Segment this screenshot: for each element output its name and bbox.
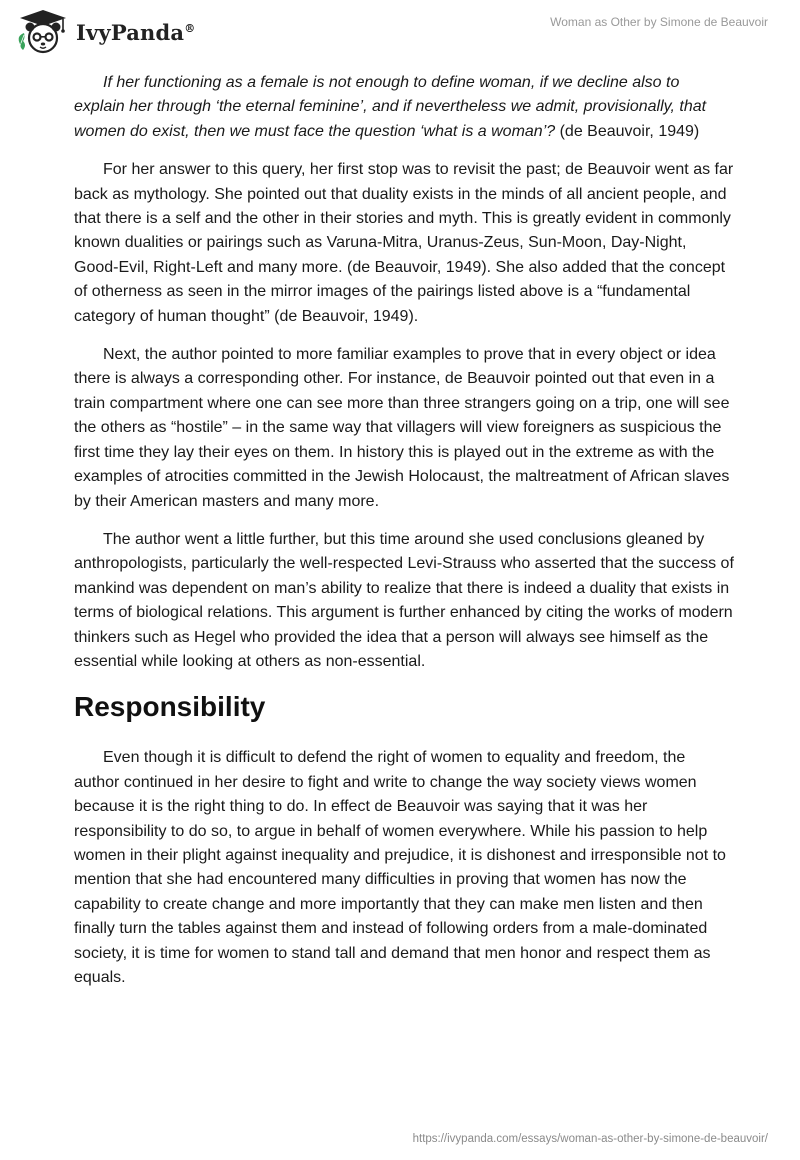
- body-paragraph: The author went a little further, but this time around she used conclusions gleaned by anthropologists, particularly the well-respected Levi-Strauss who asserted that the success of mankind was dependent on man’s ability to realize that there is indeed a duality that exists in terms of biological relations. This argument is further enhanced by citing the works of modern thinkers such as Hegel who provided the idea that a person will always see himself as the essential while looking at others as non-essential.: [74, 530, 734, 670]
- brand-logo[interactable]: [14, 8, 195, 56]
- essay-content: [74, 71, 734, 1004]
- brand-name: IvyPanda®: [76, 19, 196, 45]
- body-paragraph: Next, the author pointed to more familiar examples to prove that in every object or idea there is always a corresponding other. For instance, de Beauvoir pointed out that even in a train compartment where one can see more than three strangers going on a trip, one will see the others as “hostile” – in the same way that villagers will view foreigners as suspicious the first time they lay their eyes on them. In history this is played out in the extreme as with the examples of atrocities committed in the Jewish Holocaust, the maltreatment of African slaves by their American masters and many more.: [74, 346, 730, 510]
- page-header: [0, 0, 800, 70]
- section-heading: Responsibility: [74, 691, 266, 723]
- quote-text: If her functioning as a female is not enough to define woman, if we decline also to explain her through ‘the eternal feminine’, and if nevertheless we admit, provisionally, that women do exist, then we must face the question ‘what is a woman’?: [74, 74, 707, 140]
- quote-paragraph: [74, 71, 734, 144]
- quote-citation: (de Beauvoir, 1949): [555, 122, 700, 140]
- body-paragraph: Even though it is difficult to defend the right of women to equality and freedom, the author continued in her desire to fight and write to change the way society views women because it is the right thing to do. In effect de Beauvoir was saying that it was her responsibility to do so, to argue in behalf of women everywhere. While his passion to help women in their plight against inequality and prejudice, it is dishonest and irresponsible not to mention that she had encountered many difficulties in proving that women has now the capability to create change and more importantly that they can make men listen and then finally turn the tables against them and instead of following orders from a male-dominated society, it is time for women to stand tall and demand that men honor and respect them as equals.: [74, 749, 726, 986]
- source-url-link[interactable]: https://ivypanda.com/essays/woman-as-other-by-simone-de-beauvoir/: [412, 1133, 768, 1145]
- document-title: Woman as Other by Simone de Beauvoir: [550, 15, 768, 29]
- panda-logo-icon: [14, 8, 72, 56]
- body-paragraph: For her answer to this query, her first stop was to revisit the past; de Beauvoir went as far back as mythology. She pointed out that duality exists in the minds of all ancient people, and that there is a self and the other in their stories and myth. This is greatly evident in commonly known dualities or pairings such as Varuna-Mitra, Uranus-Zeus, Sun-Moon, Day-Night, Good-Evil, Right-Left and many more. (de Beauvoir, 1949). She also added that the concept of otherness as seen in the mirror images of the pairings listed above is a “fundamental category of human thought” (de Beauvoir, 1949).: [74, 161, 734, 325]
